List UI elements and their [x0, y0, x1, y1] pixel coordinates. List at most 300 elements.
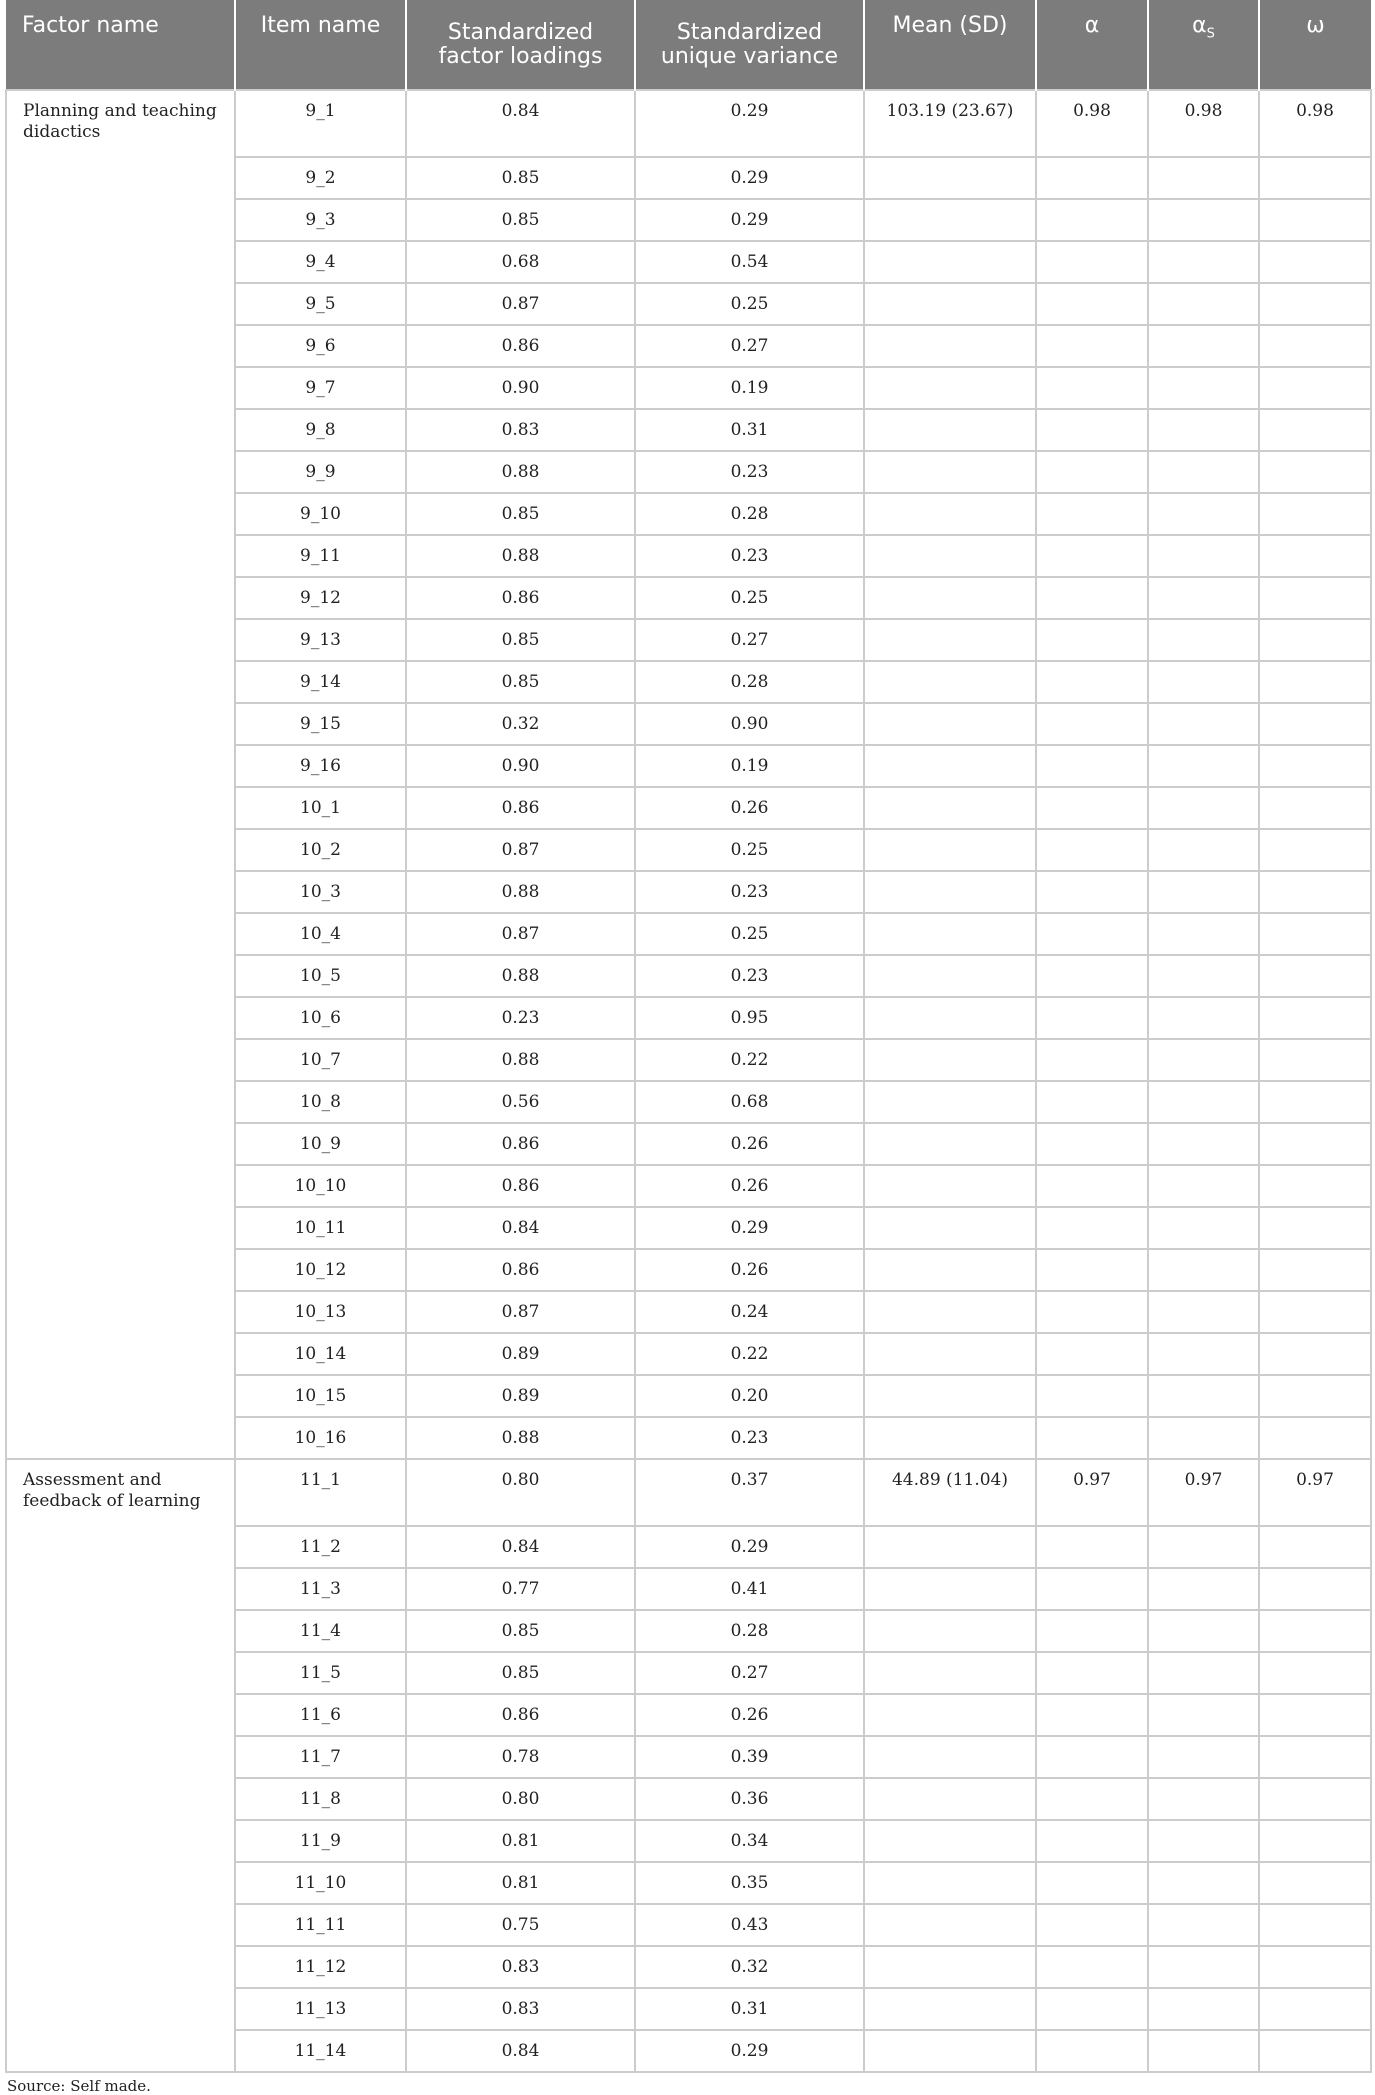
- empty-cell: [1036, 1081, 1148, 1123]
- empty-cell: [1259, 1904, 1371, 1946]
- empty-cell: [1259, 451, 1371, 493]
- header-unique-variance-line2: unique variance: [660, 43, 839, 69]
- empty-cell: [1148, 1862, 1259, 1904]
- empty-cell: [1259, 1291, 1371, 1333]
- empty-cell: [864, 1778, 1036, 1820]
- factor-loading-cell: 0.86: [406, 325, 635, 367]
- empty-cell: [864, 199, 1036, 241]
- empty-cell: [1036, 1988, 1148, 2030]
- header-factor-loadings-line2: factor loadings: [438, 43, 603, 69]
- factor-loading-cell: 0.86: [406, 1165, 635, 1207]
- empty-cell: [1036, 1610, 1148, 1652]
- unique-variance-cell: 0.95: [635, 997, 864, 1039]
- empty-cell: [1148, 199, 1259, 241]
- item-name-cell: 10_1: [235, 787, 406, 829]
- empty-cell: [864, 1904, 1036, 1946]
- alpha-cell: 0.98: [1036, 90, 1148, 157]
- item-name-cell: 10_15: [235, 1375, 406, 1417]
- empty-cell: [1259, 1417, 1371, 1459]
- empty-cell: [1148, 367, 1259, 409]
- table-page: [5, 0, 1370, 2095]
- item-name-cell: 9_1: [235, 90, 406, 157]
- empty-cell: [1148, 1375, 1259, 1417]
- empty-cell: [1148, 1778, 1259, 1820]
- empty-cell: [864, 367, 1036, 409]
- empty-cell: [864, 1291, 1036, 1333]
- empty-cell: [1148, 409, 1259, 451]
- factor-loading-cell: 0.85: [406, 1610, 635, 1652]
- empty-cell: [1036, 1526, 1148, 1568]
- empty-cell: [1148, 1333, 1259, 1375]
- empty-cell: [1148, 1039, 1259, 1081]
- factor-loading-cell: 0.86: [406, 787, 635, 829]
- item-name-cell: 11_13: [235, 1988, 406, 2030]
- empty-cell: [1148, 1249, 1259, 1291]
- empty-cell: [864, 1526, 1036, 1568]
- empty-cell: [1259, 283, 1371, 325]
- mean-sd-cell: 44.89 (11.04): [864, 1459, 1036, 1526]
- item-name-cell: 11_11: [235, 1904, 406, 1946]
- item-name-cell: 10_7: [235, 1039, 406, 1081]
- header-alpha-s: [1148, 0, 1259, 90]
- empty-cell: [1148, 577, 1259, 619]
- empty-cell: [1148, 1820, 1259, 1862]
- unique-variance-cell: 0.23: [635, 451, 864, 493]
- item-name-cell: 9_6: [235, 325, 406, 367]
- empty-cell: [1148, 2030, 1259, 2072]
- empty-cell: [1259, 367, 1371, 409]
- empty-cell: [1259, 1081, 1371, 1123]
- empty-cell: [864, 871, 1036, 913]
- unique-variance-cell: 0.23: [635, 1417, 864, 1459]
- empty-cell: [1036, 1652, 1148, 1694]
- empty-cell: [1259, 997, 1371, 1039]
- header-row: [6, 0, 1371, 90]
- empty-cell: [1259, 829, 1371, 871]
- empty-cell: [1259, 1526, 1371, 1568]
- unique-variance-cell: 0.54: [635, 241, 864, 283]
- empty-cell: [1259, 1862, 1371, 1904]
- unique-variance-cell: 0.32: [635, 1946, 864, 1988]
- empty-cell: [1148, 1417, 1259, 1459]
- empty-cell: [864, 241, 1036, 283]
- unique-variance-cell: 0.25: [635, 913, 864, 955]
- empty-cell: [864, 157, 1036, 199]
- empty-cell: [1259, 1610, 1371, 1652]
- factor-loading-cell: 0.80: [406, 1778, 635, 1820]
- header-item-name: Item name: [235, 0, 406, 90]
- factor-loading-cell: 0.85: [406, 1652, 635, 1694]
- factor-loading-cell: 0.87: [406, 829, 635, 871]
- empty-cell: [1036, 2030, 1148, 2072]
- empty-cell: [864, 577, 1036, 619]
- unique-variance-cell: 0.19: [635, 367, 864, 409]
- alpha-s-cell: 0.98: [1148, 90, 1259, 157]
- empty-cell: [1036, 535, 1148, 577]
- unique-variance-cell: 0.20: [635, 1375, 864, 1417]
- omega-cell: 0.97: [1259, 1459, 1371, 1526]
- item-name-cell: 9_10: [235, 493, 406, 535]
- unique-variance-cell: 0.28: [635, 493, 864, 535]
- empty-cell: [1036, 577, 1148, 619]
- empty-cell: [1148, 871, 1259, 913]
- empty-cell: [1148, 1123, 1259, 1165]
- mean-sd-cell: 103.19 (23.67): [864, 90, 1036, 157]
- item-name-cell: 11_9: [235, 1820, 406, 1862]
- empty-cell: [1148, 1694, 1259, 1736]
- empty-cell: [1036, 1904, 1148, 1946]
- empty-cell: [1036, 1694, 1148, 1736]
- empty-cell: [864, 1375, 1036, 1417]
- item-name-cell: 11_3: [235, 1568, 406, 1610]
- unique-variance-cell: 0.31: [635, 1988, 864, 2030]
- item-name-cell: 10_11: [235, 1207, 406, 1249]
- empty-cell: [1148, 661, 1259, 703]
- alpha-s-cell: 0.97: [1148, 1459, 1259, 1526]
- empty-cell: [1036, 409, 1148, 451]
- unique-variance-cell: 0.41: [635, 1568, 864, 1610]
- empty-cell: [1036, 955, 1148, 997]
- unique-variance-cell: 0.22: [635, 1039, 864, 1081]
- empty-cell: [864, 787, 1036, 829]
- empty-cell: [864, 535, 1036, 577]
- empty-cell: [1148, 955, 1259, 997]
- empty-cell: [864, 1862, 1036, 1904]
- factor-loading-cell: 0.88: [406, 1417, 635, 1459]
- empty-cell: [1259, 1249, 1371, 1291]
- empty-cell: [1148, 703, 1259, 745]
- empty-cell: [1259, 1694, 1371, 1736]
- empty-cell: [1036, 1778, 1148, 1820]
- empty-cell: [1036, 1249, 1148, 1291]
- empty-cell: [1259, 745, 1371, 787]
- header-factor-loadings: [406, 0, 635, 90]
- item-name-cell: 10_4: [235, 913, 406, 955]
- empty-cell: [864, 703, 1036, 745]
- factor-loading-cell: 0.81: [406, 1820, 635, 1862]
- empty-cell: [1259, 409, 1371, 451]
- empty-cell: [1036, 745, 1148, 787]
- unique-variance-cell: 0.27: [635, 619, 864, 661]
- empty-cell: [864, 1039, 1036, 1081]
- factor-loading-cell: 0.84: [406, 1526, 635, 1568]
- factor-loading-cell: 0.87: [406, 913, 635, 955]
- empty-cell: [1036, 1375, 1148, 1417]
- empty-cell: [1148, 1652, 1259, 1694]
- factor-loading-cell: 0.84: [406, 2030, 635, 2072]
- unique-variance-cell: 0.26: [635, 1249, 864, 1291]
- empty-cell: [1259, 199, 1371, 241]
- empty-cell: [864, 1081, 1036, 1123]
- empty-cell: [1036, 241, 1148, 283]
- empty-cell: [864, 2030, 1036, 2072]
- factor-loading-cell: 0.32: [406, 703, 635, 745]
- unique-variance-cell: 0.26: [635, 787, 864, 829]
- factor-loading-cell: 0.75: [406, 1904, 635, 1946]
- empty-cell: [864, 493, 1036, 535]
- empty-cell: [1036, 871, 1148, 913]
- item-name-cell: 11_1: [235, 1459, 406, 1526]
- item-name-cell: 10_16: [235, 1417, 406, 1459]
- empty-cell: [1259, 787, 1371, 829]
- factor-loading-cell: 0.88: [406, 955, 635, 997]
- factor-loading-cell: 0.88: [406, 871, 635, 913]
- header-omega: ω: [1259, 0, 1371, 90]
- item-name-cell: 11_6: [235, 1694, 406, 1736]
- empty-cell: [1259, 1333, 1371, 1375]
- empty-cell: [1148, 787, 1259, 829]
- factor-loading-cell: 0.89: [406, 1375, 635, 1417]
- item-name-cell: 9_12: [235, 577, 406, 619]
- item-name-cell: 10_6: [235, 997, 406, 1039]
- empty-cell: [1036, 913, 1148, 955]
- item-name-cell: 9_3: [235, 199, 406, 241]
- unique-variance-cell: 0.28: [635, 1610, 864, 1652]
- factor-loading-cell: 0.89: [406, 1333, 635, 1375]
- unique-variance-cell: 0.24: [635, 1291, 864, 1333]
- factor-loading-cell: 0.87: [406, 283, 635, 325]
- item-name-cell: 9_11: [235, 535, 406, 577]
- empty-cell: [1259, 1375, 1371, 1417]
- factor-loading-cell: 0.86: [406, 577, 635, 619]
- empty-cell: [1036, 157, 1148, 199]
- empty-cell: [1148, 913, 1259, 955]
- item-name-cell: 10_3: [235, 871, 406, 913]
- empty-cell: [1036, 1736, 1148, 1778]
- empty-cell: [1259, 1820, 1371, 1862]
- unique-variance-cell: 0.39: [635, 1736, 864, 1778]
- empty-cell: [1148, 283, 1259, 325]
- unique-variance-cell: 0.29: [635, 2030, 864, 2072]
- empty-cell: [1036, 1820, 1148, 1862]
- empty-cell: [864, 955, 1036, 997]
- empty-cell: [1148, 1165, 1259, 1207]
- unique-variance-cell: 0.34: [635, 1820, 864, 1862]
- unique-variance-cell: 0.19: [635, 745, 864, 787]
- empty-cell: [1148, 1988, 1259, 2030]
- alpha-cell: 0.97: [1036, 1459, 1148, 1526]
- factor-loading-cell: 0.88: [406, 451, 635, 493]
- empty-cell: [1259, 955, 1371, 997]
- item-name-cell: 9_14: [235, 661, 406, 703]
- empty-cell: [864, 1207, 1036, 1249]
- unique-variance-cell: 0.29: [635, 199, 864, 241]
- empty-cell: [864, 1417, 1036, 1459]
- factor-loading-cell: 0.86: [406, 1249, 635, 1291]
- empty-cell: [864, 1694, 1036, 1736]
- unique-variance-cell: 0.27: [635, 1652, 864, 1694]
- table-row: [6, 1459, 1371, 1526]
- factor-loading-cell: 0.78: [406, 1736, 635, 1778]
- item-name-cell: 9_15: [235, 703, 406, 745]
- empty-cell: [1259, 913, 1371, 955]
- empty-cell: [1148, 619, 1259, 661]
- factor-loading-cell: 0.85: [406, 619, 635, 661]
- item-name-cell: 11_2: [235, 1526, 406, 1568]
- unique-variance-cell: 0.90: [635, 703, 864, 745]
- source-note: Source: Self made.: [7, 2077, 151, 2095]
- empty-cell: [864, 1568, 1036, 1610]
- factor-loading-cell: 0.83: [406, 1946, 635, 1988]
- empty-cell: [1259, 1946, 1371, 1988]
- factor-loading-cell: 0.81: [406, 1862, 635, 1904]
- item-name-cell: 11_8: [235, 1778, 406, 1820]
- factor-loading-cell: 0.23: [406, 997, 635, 1039]
- unique-variance-cell: 0.29: [635, 157, 864, 199]
- item-name-cell: 11_5: [235, 1652, 406, 1694]
- item-name-cell: 10_14: [235, 1333, 406, 1375]
- empty-cell: [1148, 493, 1259, 535]
- omega-cell: 0.98: [1259, 90, 1371, 157]
- factor-loading-cell: 0.85: [406, 493, 635, 535]
- empty-cell: [864, 619, 1036, 661]
- empty-cell: [1036, 1039, 1148, 1081]
- empty-cell: [1148, 535, 1259, 577]
- empty-cell: [1036, 325, 1148, 367]
- empty-cell: [1148, 241, 1259, 283]
- empty-cell: [1036, 619, 1148, 661]
- empty-cell: [1259, 703, 1371, 745]
- unique-variance-cell: 0.29: [635, 1207, 864, 1249]
- empty-cell: [1148, 451, 1259, 493]
- item-name-cell: 10_13: [235, 1291, 406, 1333]
- factor-loading-cell: 0.88: [406, 1039, 635, 1081]
- factor-loading-cell: 0.84: [406, 90, 635, 157]
- factor-loading-cell: 0.84: [406, 1207, 635, 1249]
- empty-cell: [1148, 1526, 1259, 1568]
- factor-loading-cell: 0.83: [406, 409, 635, 451]
- unique-variance-cell: 0.31: [635, 409, 864, 451]
- empty-cell: [864, 913, 1036, 955]
- empty-cell: [1036, 787, 1148, 829]
- unique-variance-cell: 0.37: [635, 1459, 864, 1526]
- empty-cell: [864, 1333, 1036, 1375]
- empty-cell: [864, 1249, 1036, 1291]
- table-body: [6, 90, 1371, 2072]
- empty-cell: [864, 1652, 1036, 1694]
- item-name-cell: 10_9: [235, 1123, 406, 1165]
- empty-cell: [1148, 997, 1259, 1039]
- empty-cell: [864, 1610, 1036, 1652]
- empty-cell: [1259, 661, 1371, 703]
- unique-variance-cell: 0.22: [635, 1333, 864, 1375]
- factor-name-cell: Planning and teaching didactics: [6, 90, 235, 1459]
- unique-variance-cell: 0.26: [635, 1123, 864, 1165]
- empty-cell: [1259, 535, 1371, 577]
- item-name-cell: 11_7: [235, 1736, 406, 1778]
- item-name-cell: 11_10: [235, 1862, 406, 1904]
- header-alpha-s-base: α: [1192, 13, 1207, 38]
- unique-variance-cell: 0.26: [635, 1165, 864, 1207]
- unique-variance-cell: 0.25: [635, 283, 864, 325]
- empty-cell: [864, 1820, 1036, 1862]
- empty-cell: [864, 1736, 1036, 1778]
- item-name-cell: 9_16: [235, 745, 406, 787]
- empty-cell: [1259, 1039, 1371, 1081]
- factor-loading-cell: 0.88: [406, 535, 635, 577]
- empty-cell: [864, 409, 1036, 451]
- factor-loading-cell: 0.87: [406, 1291, 635, 1333]
- empty-cell: [864, 1165, 1036, 1207]
- header-factor-loadings-line1: Standardized: [447, 19, 594, 45]
- empty-cell: [1259, 619, 1371, 661]
- empty-cell: [1148, 325, 1259, 367]
- empty-cell: [1259, 1988, 1371, 2030]
- factor-loading-cell: 0.80: [406, 1459, 635, 1526]
- empty-cell: [864, 283, 1036, 325]
- empty-cell: [1036, 493, 1148, 535]
- empty-cell: [1148, 157, 1259, 199]
- item-name-cell: 9_7: [235, 367, 406, 409]
- unique-variance-cell: 0.29: [635, 90, 864, 157]
- empty-cell: [1036, 1568, 1148, 1610]
- factor-loading-cell: 0.56: [406, 1081, 635, 1123]
- empty-cell: [1036, 1123, 1148, 1165]
- unique-variance-cell: 0.36: [635, 1778, 864, 1820]
- header-unique-variance: [635, 0, 864, 90]
- empty-cell: [1036, 367, 1148, 409]
- empty-cell: [1259, 871, 1371, 913]
- empty-cell: [1259, 577, 1371, 619]
- unique-variance-cell: 0.23: [635, 955, 864, 997]
- empty-cell: [1148, 1946, 1259, 1988]
- unique-variance-cell: 0.43: [635, 1904, 864, 1946]
- factor-table: [5, 0, 1372, 2073]
- empty-cell: [1259, 1778, 1371, 1820]
- item-name-cell: 10_12: [235, 1249, 406, 1291]
- table-header: [6, 0, 1371, 90]
- empty-cell: [1259, 493, 1371, 535]
- empty-cell: [1148, 1207, 1259, 1249]
- empty-cell: [864, 451, 1036, 493]
- unique-variance-cell: 0.35: [635, 1862, 864, 1904]
- empty-cell: [1036, 451, 1148, 493]
- factor-loading-cell: 0.86: [406, 1123, 635, 1165]
- empty-cell: [864, 1946, 1036, 1988]
- header-alpha-s-sub: S: [1206, 26, 1215, 42]
- empty-cell: [864, 745, 1036, 787]
- empty-cell: [1148, 1081, 1259, 1123]
- factor-loading-cell: 0.85: [406, 661, 635, 703]
- header-mean-sd: Mean (SD): [864, 0, 1036, 90]
- empty-cell: [1148, 745, 1259, 787]
- empty-cell: [1036, 1333, 1148, 1375]
- empty-cell: [1259, 157, 1371, 199]
- item-name-cell: 11_4: [235, 1610, 406, 1652]
- item-name-cell: 10_5: [235, 955, 406, 997]
- factor-loading-cell: 0.90: [406, 745, 635, 787]
- item-name-cell: 9_9: [235, 451, 406, 493]
- empty-cell: [1259, 325, 1371, 367]
- empty-cell: [1036, 997, 1148, 1039]
- header-factor-name: Factor name: [6, 0, 235, 90]
- table-row: [6, 90, 1371, 157]
- empty-cell: [864, 325, 1036, 367]
- empty-cell: [1036, 199, 1148, 241]
- factor-loading-cell: 0.83: [406, 1988, 635, 2030]
- factor-loading-cell: 0.85: [406, 157, 635, 199]
- item-name-cell: 11_12: [235, 1946, 406, 1988]
- empty-cell: [1148, 1610, 1259, 1652]
- item-name-cell: 11_14: [235, 2030, 406, 2072]
- empty-cell: [1036, 829, 1148, 871]
- empty-cell: [1259, 1165, 1371, 1207]
- item-name-cell: 10_2: [235, 829, 406, 871]
- empty-cell: [1259, 1123, 1371, 1165]
- empty-cell: [864, 997, 1036, 1039]
- factor-loading-cell: 0.90: [406, 367, 635, 409]
- unique-variance-cell: 0.27: [635, 325, 864, 367]
